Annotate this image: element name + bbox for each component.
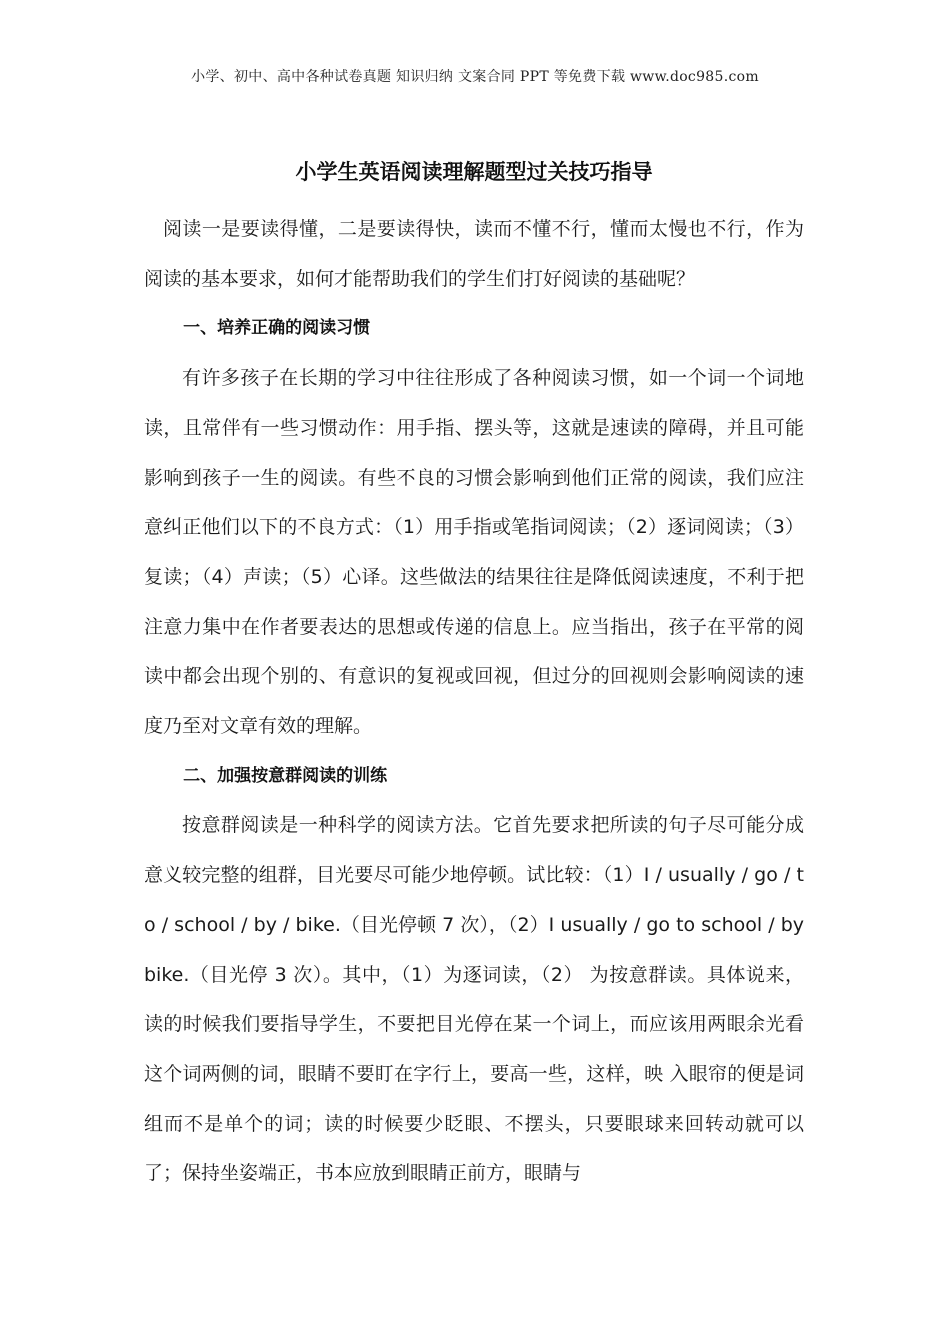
document-body bbox=[144, 154, 804, 1199]
intro-paragraph: 阅读一是要读得懂，二是要读得快，读而不懂不行，懂而太慢也不行，作为阅读的基本要求，如何才能帮助我们的学生们打好阅读的基础呢？ bbox=[144, 218, 804, 290]
section-heading-1: 一、培养正确的阅读习惯 bbox=[183, 318, 371, 339]
document-title: 小学生英语阅读理解题型过关技巧指导 bbox=[295, 160, 653, 184]
page-header: 小学、初中、高中各种试卷真题 知识归纳 文案合同 PPT 等免费下载 www.doc985.com bbox=[191, 69, 759, 85]
section-body-2: 按意群阅读是一种科学的阅读方法。它首先要求把所读的句子尽可能分成意义较完整的组群，目光要尽可能少地停顿。试比较：（1）I / usually / go / to / school / by / bike.（目光停顿 7 次），（2）I usually / go to school / by bike.（目光停 3 次）。其中，（1）为逐词读，（2） 为按意群读。具体说来，读的时候我们要指导学生，不要把目光停在某一个词上，而应该用两眼余光看这个词两侧的词，眼睛不要盯在字行上，要高一些，这样，映 入眼帘的便是词组而不是单个的词；读的时候要少眨眼、不摆头，只要眼球来回转动就可以了；保持坐姿端正，书本应放到眼睛正前方，眼睛与 bbox=[144, 814, 804, 1185]
section-body-1: 有许多孩子在长期的学习中往往形成了各种阅读习惯，如一个词一个词地读，且常伴有一些习惯动作：用手指、摆头等，这就是速读的障碍，并且可能影响到孩子一生的阅读。有些不良的习惯会影响到他们正常的阅读，我们应注意纠正他们以下的不良方式：（1）用手指或笔指词阅读；（2）逐词阅读；（3）复读；（4）声读；（5）心译。这些做法的结果往往是降低阅读速度，不利于把注意力集中在作者要表达的思想或传递的信息上。应当指出，孩子在平常的阅读中都会出现个别的、有意识的复视或回视，但过分的回视则会影响阅读的速度乃至对文章有效的理解。 bbox=[144, 367, 804, 738]
section-heading-2: 二、加强按意群阅读的训练 bbox=[183, 765, 388, 786]
